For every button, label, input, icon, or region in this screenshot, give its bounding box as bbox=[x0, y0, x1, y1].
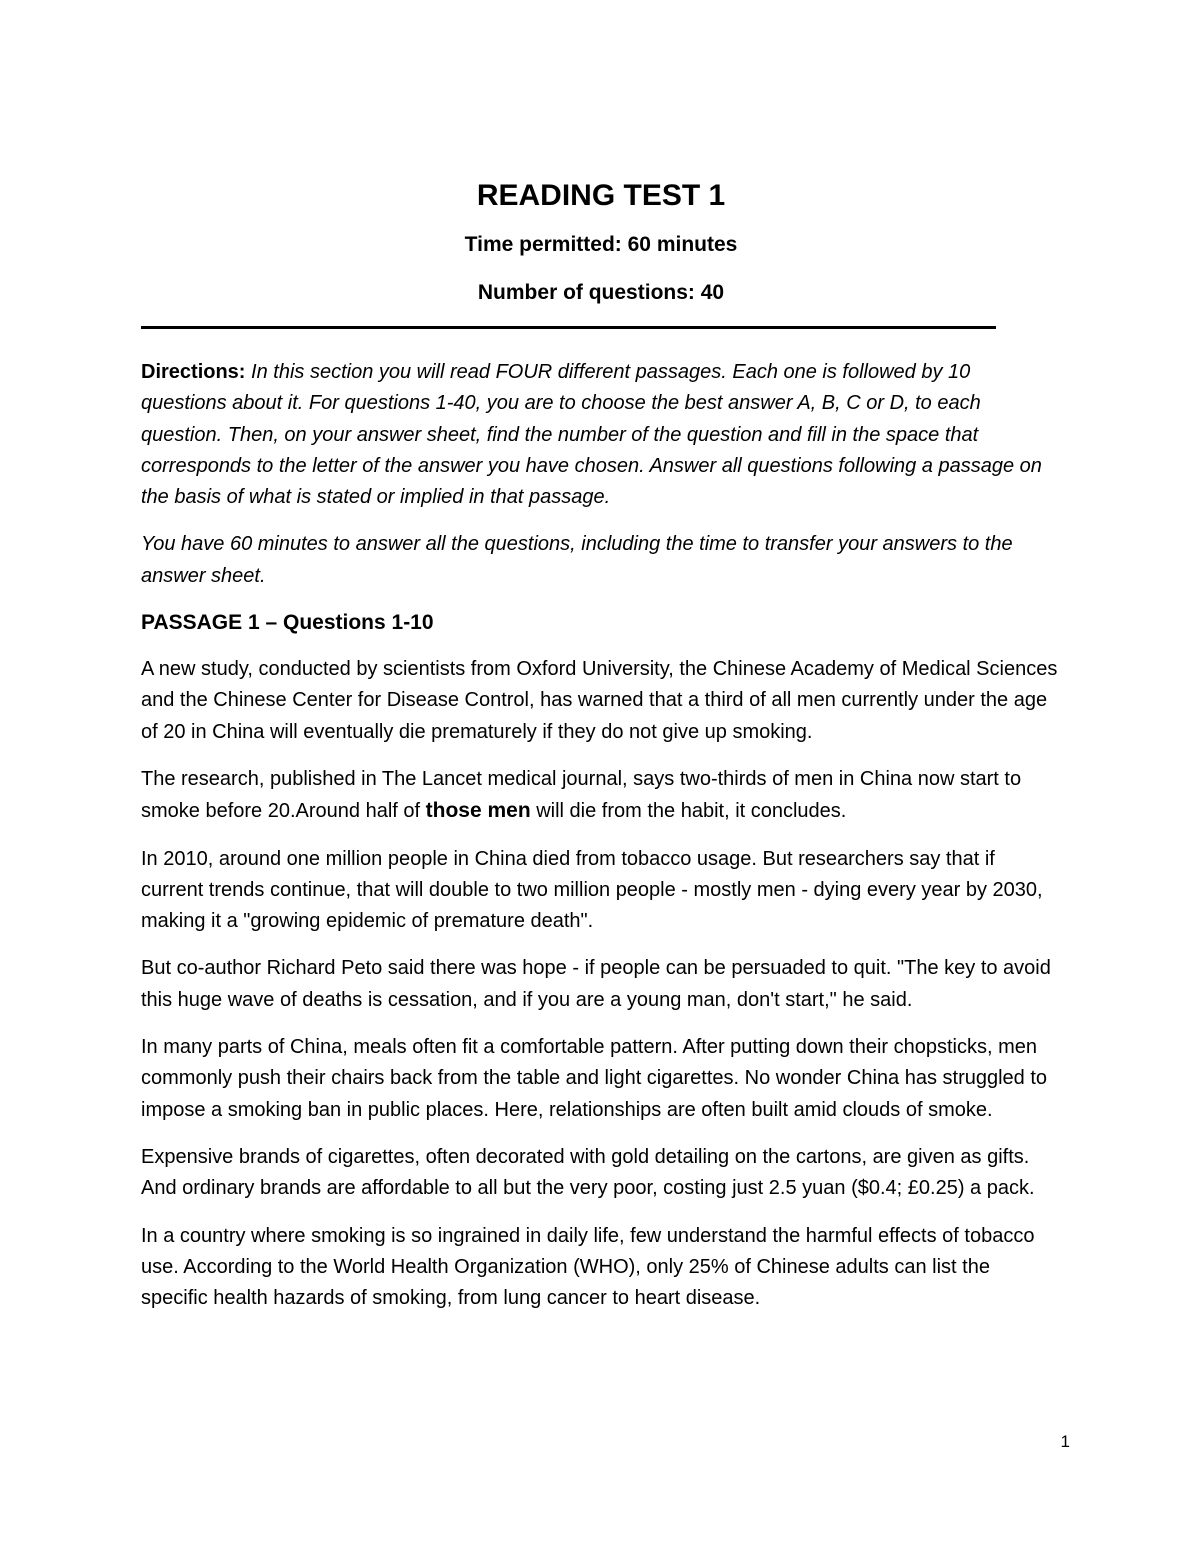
passage-paragraph-5: In many parts of China, meals often fit a comfortable pattern. After putting down their chopsticks, men commonly push their chairs back from the table and light cigarettes. No wonder China has struggled to impose a smoking ban in public places. Here, relationships are often built amid clouds of smoke. bbox=[141, 1036, 1048, 1121]
directions-text: In this section you will read FOUR different passages. Each one is followed by 10 questions about it. For questions 1-40, you are to choose the best answer A, B, C or D, to each question. Then, on your answer sheet, find the number of the question and fill in the space that corresponds to the letter of the answer you have chosen. Answer all questions following a passage on the basis of what is stated or implied in that passage. bbox=[141, 361, 1042, 509]
passage-heading: PASSAGE 1 – Questions 1-10 bbox=[141, 611, 434, 635]
passage-paragraph-2 bbox=[141, 764, 1061, 828]
horizontal-rule bbox=[141, 326, 996, 329]
passage-paragraph-4: But co-author Richard Peto said there was hope - if people can be persuaded to quit. "The key to avoid this huge wave of deaths is cessation, and if you are a young man, don't start," he said. bbox=[141, 957, 1051, 1011]
paragraph-2-after: will die from the habit, it concludes. bbox=[530, 800, 847, 823]
paragraph-2-before: The research, published in The Lancet medical journal, says two-thirds of men in China now start to smoke before 20.Around half of bbox=[141, 767, 1022, 823]
page-number: 1 bbox=[1060, 1432, 1070, 1451]
time-permitted: Time permitted: 60 minutes bbox=[464, 233, 738, 256]
passage-paragraph-1: A new study, conducted by scientists from Oxford University, the Chinese Academy of Medical Sciences and the Chinese Center for Disease Control, has warned that a third of all men currently under the age of 20 in China will eventually die prematurely if they do not give up smoking. bbox=[141, 658, 1058, 743]
paragraph-2-bold-phrase: those men bbox=[425, 799, 531, 823]
page-content bbox=[141, 176, 1061, 1330]
time-note-text: You have 60 minutes to answer all the questions, including the time to transfer your answers to the answer sheet. bbox=[141, 533, 1013, 587]
passage-paragraph-6: Expensive brands of cigarettes, often decorated with gold detailing on the cartons, are given as gifts. And ordinary brands are affordable to all but the very poor, costing just 2.5 yuan ($0.4; £0.25) a pack. bbox=[141, 1145, 1035, 1200]
test-title: READING TEST 1 bbox=[476, 179, 726, 212]
number-of-questions: Number of questions: 40 bbox=[477, 281, 725, 304]
directions-paragraph bbox=[141, 357, 1061, 513]
time-note bbox=[141, 529, 1061, 592]
directions-label: Directions: bbox=[141, 361, 246, 383]
passage-paragraph-3: In 2010, around one million people in China died from tobacco usage. But researchers say that if current trends continue, that will double to two million people - mostly men - dying every year by 2030, making it a "growing epidemic of premature death". bbox=[141, 847, 1043, 933]
passage-paragraph-7: In a country where smoking is so ingrained in daily life, few understand the harmful effects of tobacco use. According to the World Health Organization (WHO), only 25% of Chinese adults can list the specific health hazards of smoking, from lung cancer to heart disease. bbox=[141, 1224, 1035, 1310]
